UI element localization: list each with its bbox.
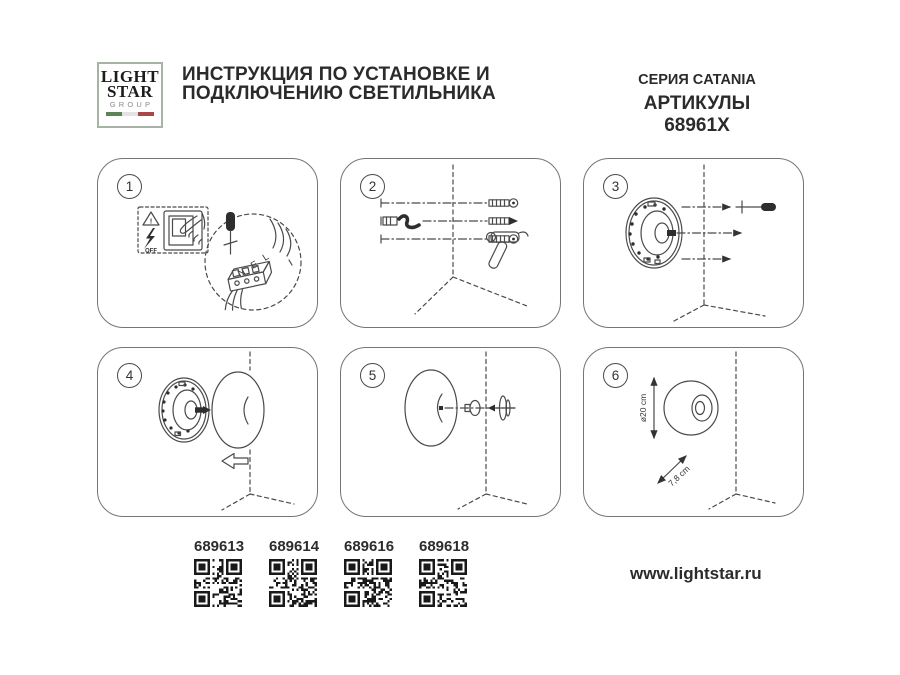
- step-number: 2: [360, 174, 385, 199]
- series-block: [612, 72, 782, 137]
- qr-code: [194, 559, 242, 607]
- wires: [270, 219, 292, 265]
- wall-corner: [222, 352, 294, 510]
- qr-block-689616: [344, 538, 395, 607]
- italian-flag-stripe: [106, 112, 154, 116]
- wire-label-n: N: [236, 266, 248, 280]
- screwdriver-icon: [736, 201, 776, 213]
- logo-text-light: LIGHT: [100, 67, 160, 86]
- qr-block-689618: [419, 538, 470, 607]
- qr-code-row: [194, 538, 470, 607]
- diameter-label: ø20 cm: [638, 393, 648, 423]
- power-off-warning-box: [138, 207, 208, 255]
- logo-text-group: GROUP: [109, 100, 154, 109]
- qr-article-label: 689616: [344, 538, 395, 555]
- mounting-plate: [626, 198, 682, 268]
- warning-exclamation: !: [149, 218, 153, 226]
- wire-label-e: E: [249, 258, 260, 272]
- step-panel-1: [97, 158, 318, 328]
- fixing-arrows: [677, 207, 741, 259]
- depth-dimension: [658, 456, 692, 488]
- diameter-dimension: [638, 378, 654, 438]
- depth-label: 7,8 cm: [666, 463, 692, 489]
- wall-corner: [709, 352, 775, 509]
- cap-fastener: [496, 396, 515, 420]
- screw-row-middle-with-anchor: [381, 216, 518, 227]
- wall-corner: [674, 165, 765, 321]
- page-title: [182, 66, 496, 103]
- step-panel-2: [340, 158, 561, 328]
- qr-code: [344, 559, 392, 607]
- qr-code: [419, 559, 467, 607]
- terminal-block: [217, 258, 277, 311]
- qr-code: [269, 559, 317, 607]
- step-panel-5: [340, 347, 561, 517]
- push-direction-arrow: [222, 454, 248, 469]
- step-number: 1: [117, 174, 142, 199]
- series-name: СЕРИЯ CATANIA: [638, 72, 756, 88]
- step-panel-4: [97, 347, 318, 517]
- lightstar-logo: [97, 62, 163, 128]
- lightning-icon: [144, 228, 155, 249]
- screwdriver-icon: [224, 212, 237, 254]
- website-url: www.lightstar.ru: [630, 564, 762, 583]
- articles-code: АРТИКУЛЫ 68961X: [643, 93, 751, 136]
- qr-block-689614: [269, 538, 320, 607]
- step-number: 6: [603, 363, 628, 388]
- title-line-1: ИНСТРУКЦИЯ ПО УСТАНОВКЕ И: [182, 64, 490, 85]
- small-left-arrow: [488, 405, 495, 412]
- logo-text-star: STAR: [106, 82, 154, 101]
- wire-connection-detail: [205, 212, 301, 312]
- qr-block-689613: [194, 538, 245, 607]
- step-number: 5: [360, 363, 385, 388]
- lamp-front-view: [664, 381, 718, 435]
- step-number: 4: [117, 363, 142, 388]
- off-label: OFF: [145, 248, 157, 255]
- diffuser-shade: [212, 372, 264, 448]
- wire-label-l: L: [260, 251, 272, 264]
- wall-corner: [458, 352, 527, 509]
- qr-article-label: 689614: [269, 538, 320, 555]
- title-line-2: ПОДКЛЮЧЕНИЮ СВЕТИЛЬНИКА: [182, 82, 496, 104]
- step-panel-6: [583, 347, 804, 517]
- step-panel-3: [583, 158, 804, 328]
- qr-article-label: 689613: [194, 538, 245, 555]
- step-number: 3: [603, 174, 628, 199]
- screw-row-top: [381, 199, 518, 207]
- qr-article-label: 689618: [419, 538, 470, 555]
- mounting-plate: [159, 378, 211, 442]
